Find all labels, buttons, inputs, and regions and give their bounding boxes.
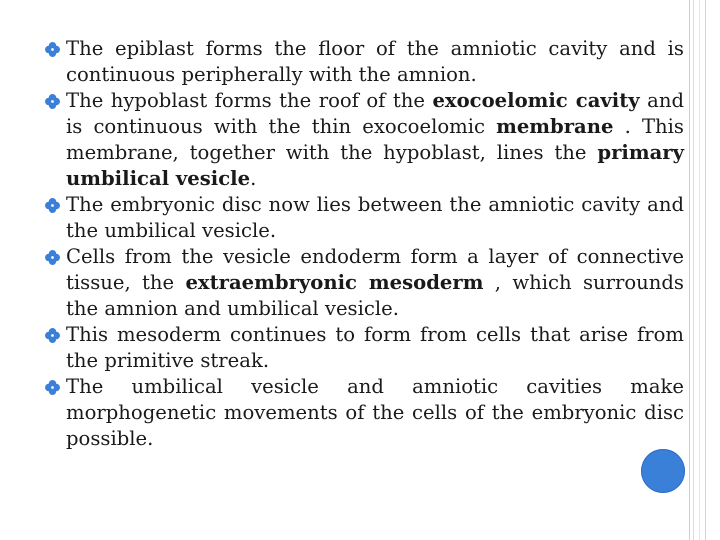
text-segment: . This membrane, together with the hypoblast, lines the xyxy=(66,115,684,164)
text-segment: This mesoderm continues to form from cells that arise from the primitive streak. xyxy=(66,323,684,372)
text-segment: and is continuous with the thin exocoelomic xyxy=(66,89,684,138)
bold-term: extraembryonic mesoderm xyxy=(185,271,484,294)
four-leaf-bullet-icon xyxy=(44,249,61,266)
decorative-circle xyxy=(641,449,685,493)
text-segment: . xyxy=(250,167,257,190)
text-segment: Cells from the vesicle endoderm form a layer of connective tissue, the xyxy=(66,245,684,294)
bold-term: exocoelomic cavity xyxy=(432,89,640,112)
bold-term: primary umbilical vesicle xyxy=(66,141,684,190)
bullet-item xyxy=(44,88,684,192)
bullet-item xyxy=(44,36,684,88)
text-segment: The epiblast forms the floor of the amniotic cavity and is continuous peripherally with the amnion. xyxy=(66,37,684,86)
four-leaf-bullet-icon xyxy=(44,197,61,214)
frame-rail xyxy=(689,0,690,540)
four-leaf-bullet-icon xyxy=(44,93,61,110)
bullet-text xyxy=(66,245,684,320)
frame-rail xyxy=(693,0,694,540)
bullet-list xyxy=(44,36,684,452)
bullet-text xyxy=(66,37,684,86)
bullet-text xyxy=(66,375,684,450)
bullet-item xyxy=(44,192,684,244)
text-segment: The hypoblast forms the roof of the xyxy=(66,89,433,112)
bullet-item xyxy=(44,374,684,452)
text-segment: The embryonic disc now lies between the amniotic cavity and the umbilical vesicle. xyxy=(66,193,684,242)
bullet-text xyxy=(66,323,684,372)
bold-term: membrane xyxy=(496,115,614,138)
four-leaf-bullet-icon xyxy=(44,41,61,58)
bullet-item xyxy=(44,244,684,322)
bullet-text xyxy=(66,193,684,242)
slide-content xyxy=(44,36,684,452)
text-segment: The umbilical vesicle and amniotic cavities make morphogenetic movements of the cells of the embryonic disc possible. xyxy=(66,375,684,450)
four-leaf-bullet-icon xyxy=(44,327,61,344)
bullet-item xyxy=(44,322,684,374)
frame-rail xyxy=(699,0,700,540)
frame-rail xyxy=(705,0,706,540)
bullet-text xyxy=(66,89,684,190)
text-segment: , which surrounds the amnion and umbilical vesicle. xyxy=(66,271,684,320)
four-leaf-bullet-icon xyxy=(44,379,61,396)
